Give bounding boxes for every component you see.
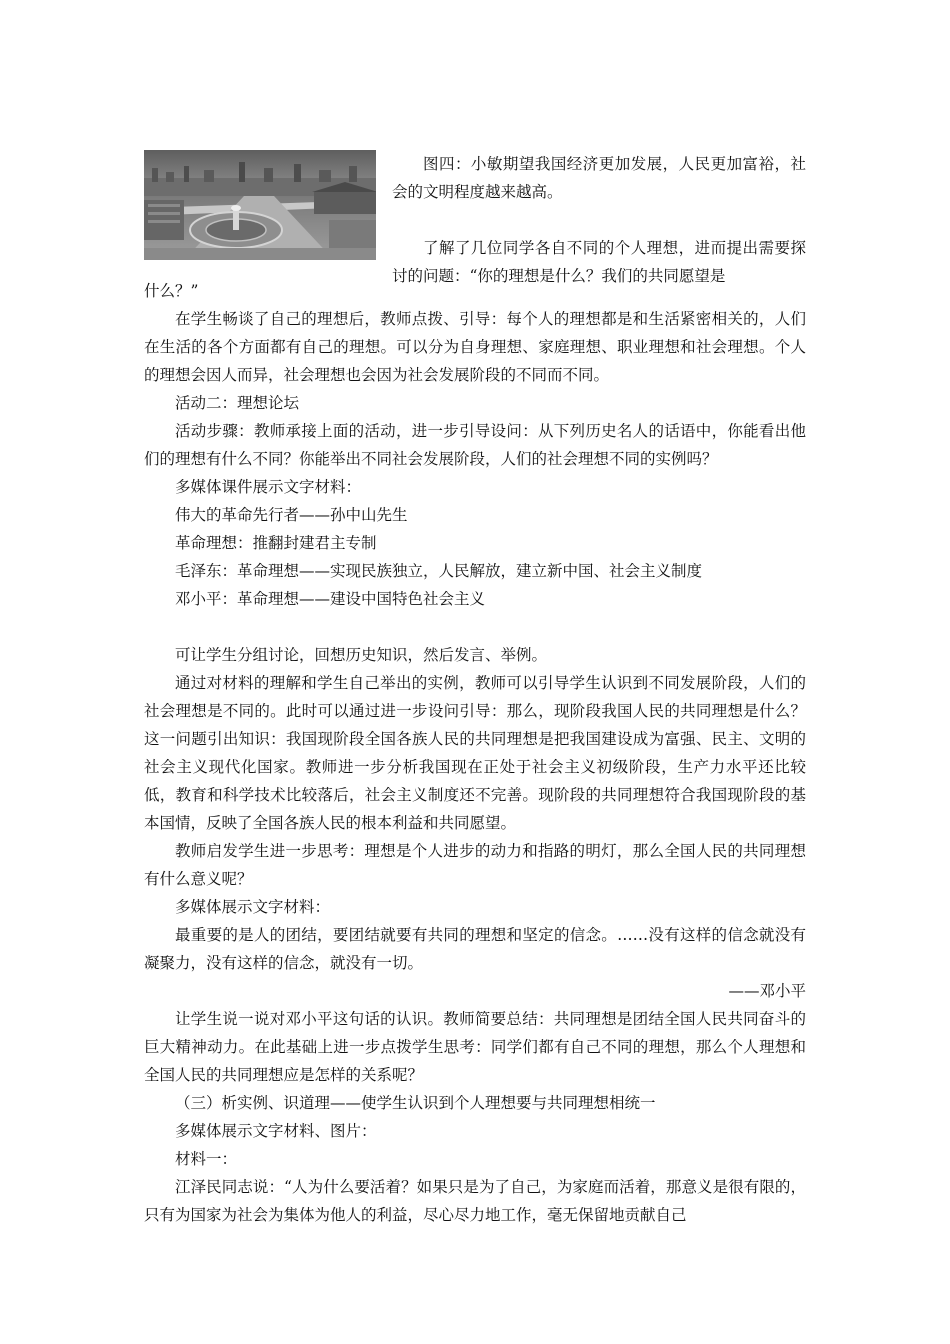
paragraph: 教师启发学生进一步思考：理想是个人进步的动力和指路的明灯，那么全国人民的共同理想有什么意义呢？ xyxy=(144,842,806,888)
paragraph: 通过对材料的理解和学生自己举出的实例，教师可以引导学生认识到不同发展阶段，人们的社会理想是不同的。此时可以通过进一步设问引导：那么，现阶段我国人民的共同理想是什么？这一问题引出知识：我国现阶段全国各族人民的共同理想是把我国建设成为富强、民主、文明的社会主义现代化国家。教师进一步分析我国现在正处于社会主义初级阶段，生产力水平还比较低，教育和科学技术比较落后，社会主义制度还不完善。现阶段的共同理想符合我国现阶段的基本国情，反映了全国各族人民的根本利益和共同愿望。 xyxy=(144,674,806,832)
main-text xyxy=(144,277,806,1229)
paragraph: 活动步骤：教师承接上面的活动，进一步引导设问：从下列历史名人的话语中，你能看出他们的理想有什么不同？你能举出不同社会发展阶段，人们的社会理想不同的实例吗？ xyxy=(144,422,806,468)
material-line: 邓小平：革命理想——建设中国特色社会主义 xyxy=(175,590,486,608)
activity-heading: 活动二：理想论坛 xyxy=(175,394,300,412)
material-line: 革命理想：推翻封建君主专制 xyxy=(175,534,377,552)
material-line: 伟大的革命先行者——孙中山先生 xyxy=(175,506,408,524)
figure-caption-column xyxy=(392,150,806,290)
figure-block xyxy=(144,150,806,285)
section-heading: （三）析实例、识道理——使学生认识到个人理想要与共同理想相统一 xyxy=(175,1094,656,1112)
paragraph: 在学生畅谈了自己的理想后，教师点拨、引导：每个人的理想都是和生活紧密相关的，人们在生活的各个方面都有自己的理想。可以分为自身理想、家庭理想、职业理想和社会理想。个人的理想会因人而异，社会理想也会因为社会发展阶段的不同而不同。 xyxy=(144,310,806,384)
intro-paragraph-continued: 什么？” xyxy=(144,282,199,300)
paragraph: 让学生说一说对邓小平这句话的认识。教师简要总结：共同理想是团结全国人民共同奋斗的巨大精神动力。在此基础上进一步点拨学生思考：同学们都有自己不同的理想，那么个人理想和全国人民的共同理想应是怎样的关系呢？ xyxy=(144,1010,806,1084)
figure-caption: 图四：小敏期望我国经济更加发展，人民更加富裕，社会的文明程度越来越高。 xyxy=(392,155,806,201)
quote-paragraph: 最重要的是人的团结，要团结就要有共同的理想和坚定的信念。……没有这样的信念就没有凝聚力，没有这样的信念，就没有一切。 xyxy=(144,926,806,972)
material-line: 毛泽东：革命理想——实现民族独立，人民解放，建立新中国、社会主义制度 xyxy=(175,562,703,580)
paragraph: 江泽民同志说：“人为什么要活着？如果只是为了自己，为家庭而活着，那意义是很有限的，只有为国家为社会为集体为他人的利益，尽心尽力地工作，毫无保留地贡献自己 xyxy=(144,1178,806,1224)
blank-line xyxy=(144,613,806,641)
paragraph: 多媒体展示文字材料、图片： xyxy=(175,1122,377,1140)
material-label: 材料一： xyxy=(175,1150,238,1168)
city-square-photo-icon xyxy=(144,150,376,260)
intro-paragraph: 了解了几位同学各自不同的个人理想，进而提出需要探讨的问题：“你的理想是什么？我们的共同愿望是 xyxy=(392,239,806,285)
quote-attribution: ——邓小平 xyxy=(728,982,806,1000)
paragraph: 多媒体展示文字材料： xyxy=(175,898,331,916)
paragraph: 多媒体课件展示文字材料： xyxy=(175,478,362,496)
paragraph: 可让学生分组讨论，回想历史知识，然后发言、举例。 xyxy=(175,646,548,664)
